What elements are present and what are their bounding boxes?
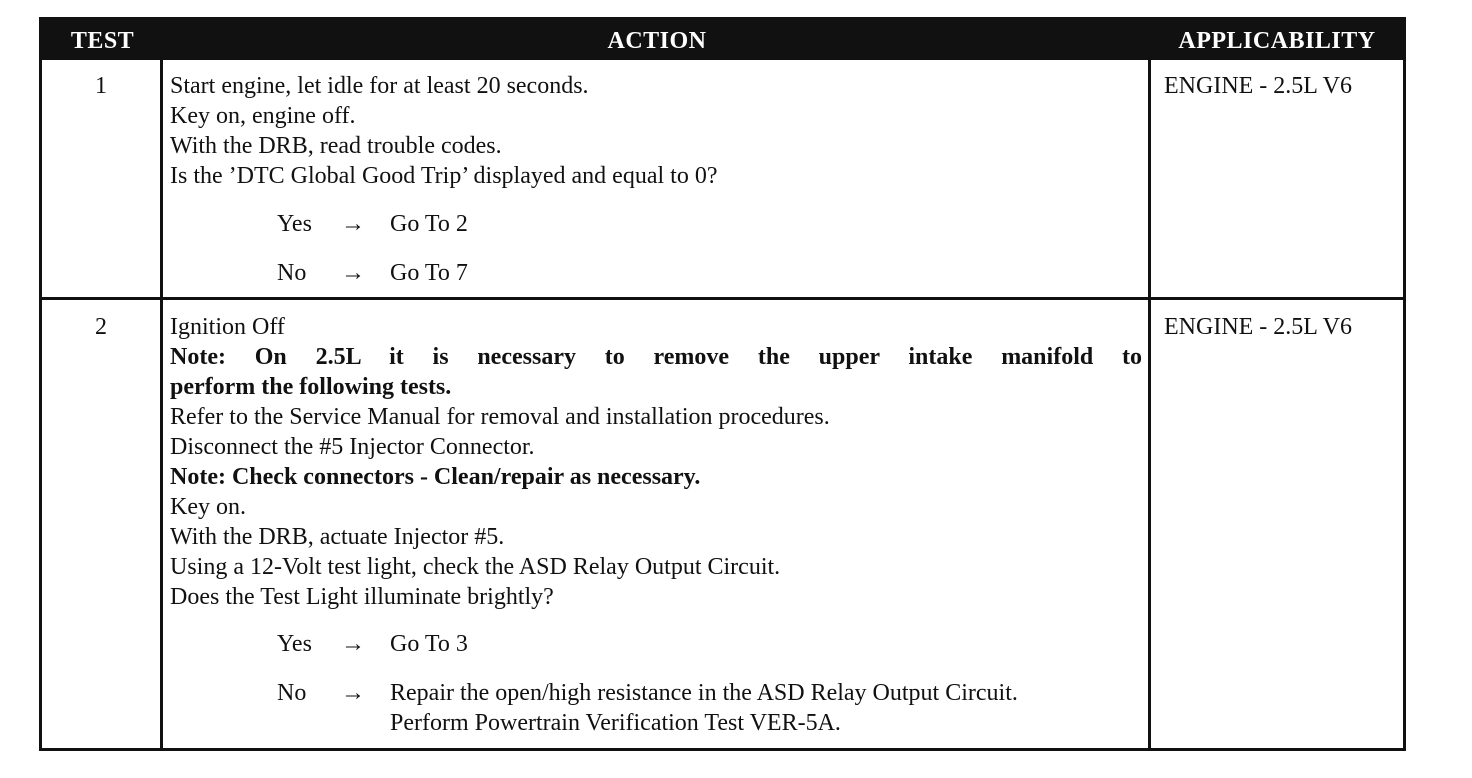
test-table [39,17,1406,751]
action-line: With the DRB, read trouble codes. [170,133,502,159]
action-line: Using a 12-Volt test light, check the ASD Relay Output Circuit. [170,554,781,580]
applicability-1: ENGINE - 2.5L V6 [1164,73,1352,99]
action-line: Is the ’DTC Global Good Trip’ displayed and equal to 0? [170,163,718,189]
branch-answer: No [277,680,307,706]
row-divider [42,297,1403,300]
branch-answer: Yes [277,631,312,657]
branch-result: Go To 7 [390,260,468,286]
arrow-icon: → [341,211,365,237]
action-line: Start engine, let idle for at least 20 seconds. [170,73,589,99]
branch-answer: No [277,260,307,286]
test-number-1: 1 [95,73,107,99]
branch-result-continued: Perform Powertrain Verification Test VER-5A. [390,710,841,736]
action-line: With the DRB, actuate Injector #5. [170,524,505,550]
action-1 [170,71,717,191]
action-line: Refer to the Service Manual for removal and installation procedures. [170,404,830,430]
branch-answer: Yes [277,211,312,237]
test-number-2: 2 [95,314,107,340]
action-2 [170,312,1142,612]
action-line: Key on. [170,494,246,520]
action-line: Key on, engine off. [170,103,356,129]
header-applicability: APPLICABILITY [1178,28,1376,54]
branch-result: Repair the open/high resistance in the ASD Relay Output Circuit. [390,680,1018,706]
column-divider [1148,60,1151,751]
action-line: Ignition Off [170,314,285,340]
column-divider [160,60,163,751]
note-line: perform the following tests. [170,374,452,400]
applicability-2: ENGINE - 2.5L V6 [1164,314,1352,340]
arrow-icon: → [341,631,365,657]
header-action: ACTION [607,28,707,54]
table-header [42,20,1403,60]
arrow-icon: → [341,260,365,286]
action-line: Does the Test Light illuminate brightly? [170,584,554,610]
arrow-icon: → [341,680,365,706]
header-test: TEST [70,28,135,54]
branch-result: Go To 3 [390,631,468,657]
action-line: Disconnect the #5 Injector Connector. [170,434,535,460]
branch-result: Go To 2 [390,211,468,237]
note-line: Note: On 2.5L it is necessary to remove the upper intake manifold to [170,344,1142,370]
note-line: Note: Check connectors - Clean/repair as necessary. [170,464,701,490]
